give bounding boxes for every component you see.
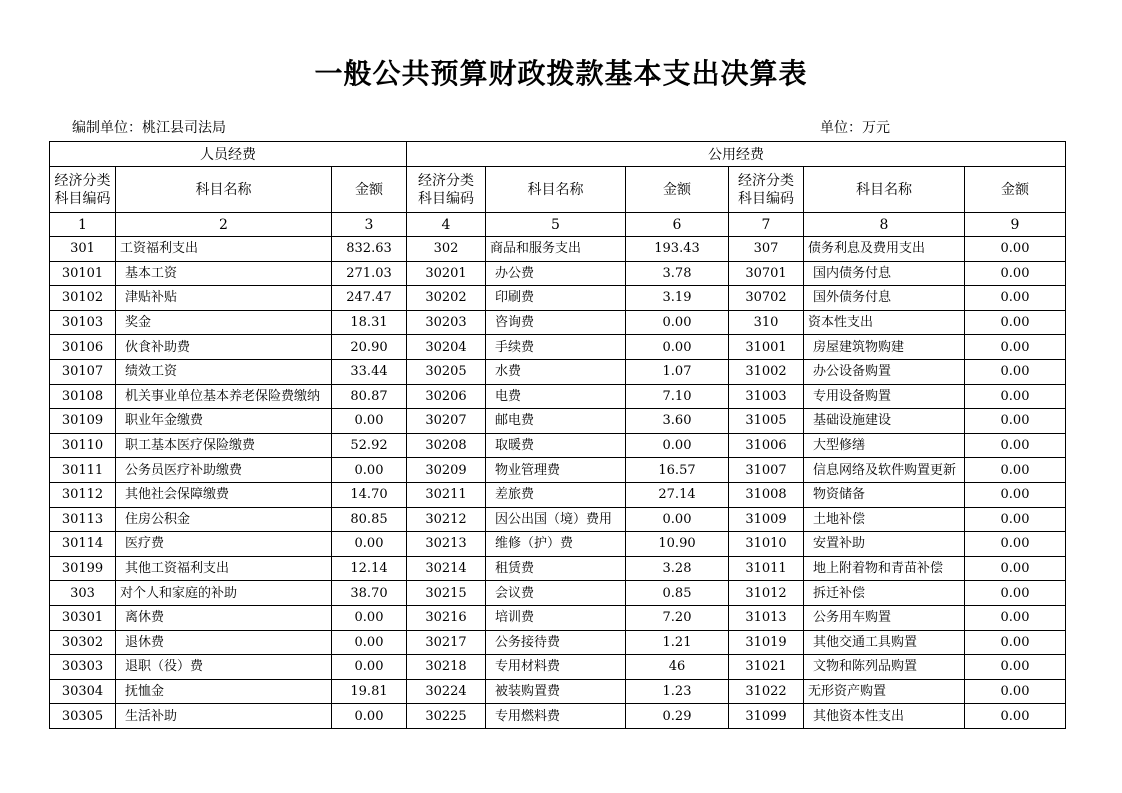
item-name: 专用燃料费 — [486, 704, 626, 729]
amount: 0.29 — [626, 704, 729, 729]
economic-code: 31003 — [729, 384, 804, 409]
table-row — [50, 310, 1066, 335]
economic-code: 30301 — [50, 605, 116, 630]
amount: 0.00 — [965, 581, 1066, 606]
economic-code: 30302 — [50, 630, 116, 655]
item-name: 国内债务付息 — [804, 261, 965, 286]
item-name: 绩效工资 — [116, 359, 332, 384]
amount: 52.92 — [332, 433, 407, 458]
item-name: 资本性支出 — [804, 310, 965, 335]
amount: 0.00 — [965, 630, 1066, 655]
table-row — [50, 335, 1066, 360]
economic-code: 30102 — [50, 286, 116, 311]
amount: 0.00 — [965, 237, 1066, 262]
economic-code: 310 — [729, 310, 804, 335]
amount: 0.00 — [332, 704, 407, 729]
economic-code: 30110 — [50, 433, 116, 458]
item-name: 国外债务付息 — [804, 286, 965, 311]
amount: 1.21 — [626, 630, 729, 655]
amount: 80.87 — [332, 384, 407, 409]
economic-code: 30208 — [407, 433, 486, 458]
column-number: 1 — [50, 213, 116, 237]
economic-code: 31022 — [729, 679, 804, 704]
item-name: 差旅费 — [486, 482, 626, 507]
item-name: 取暖费 — [486, 433, 626, 458]
economic-code: 30201 — [407, 261, 486, 286]
amount: 27.14 — [626, 482, 729, 507]
item-name: 房屋建筑物购建 — [804, 335, 965, 360]
item-name: 公务接待费 — [486, 630, 626, 655]
header-code: 经济分类 科目编码 — [729, 167, 804, 213]
economic-code: 30205 — [407, 359, 486, 384]
column-number: 2 — [116, 213, 332, 237]
amount: 3.78 — [626, 261, 729, 286]
economic-code: 30101 — [50, 261, 116, 286]
amount: 0.00 — [965, 507, 1066, 532]
item-name: 奖金 — [116, 310, 332, 335]
amount: 16.57 — [626, 458, 729, 483]
item-name: 电费 — [486, 384, 626, 409]
economic-code: 303 — [50, 581, 116, 606]
amount: 247.47 — [332, 286, 407, 311]
item-name: 物业管理费 — [486, 458, 626, 483]
table-row — [50, 704, 1066, 729]
economic-code: 30305 — [50, 704, 116, 729]
item-name: 办公费 — [486, 261, 626, 286]
amount: 0.00 — [965, 655, 1066, 680]
amount: 0.00 — [965, 335, 1066, 360]
item-name: 会议费 — [486, 581, 626, 606]
table-row — [50, 261, 1066, 286]
economic-code: 30111 — [50, 458, 116, 483]
item-name: 伙食补助费 — [116, 335, 332, 360]
column-number: 3 — [332, 213, 407, 237]
table-row — [50, 359, 1066, 384]
item-name: 津贴补贴 — [116, 286, 332, 311]
economic-code: 30211 — [407, 482, 486, 507]
economic-code: 30225 — [407, 704, 486, 729]
amount: 0.00 — [965, 310, 1066, 335]
table-row — [50, 679, 1066, 704]
table-row — [50, 384, 1066, 409]
economic-code: 30204 — [407, 335, 486, 360]
item-name: 其他交通工具购置 — [804, 630, 965, 655]
table-row — [50, 507, 1066, 532]
item-name: 安置补助 — [804, 532, 965, 557]
economic-code: 30216 — [407, 605, 486, 630]
table-row — [50, 605, 1066, 630]
item-name: 基础设施建设 — [804, 409, 965, 434]
currency-unit: 单位：万元 — [820, 120, 890, 136]
amount: 0.00 — [965, 458, 1066, 483]
column-number: 4 — [407, 213, 486, 237]
amount: 1.07 — [626, 359, 729, 384]
economic-code: 31008 — [729, 482, 804, 507]
economic-code: 30109 — [50, 409, 116, 434]
economic-code: 30203 — [407, 310, 486, 335]
item-name: 租赁费 — [486, 556, 626, 581]
item-name: 拆迁补偿 — [804, 581, 965, 606]
amount: 193.43 — [626, 237, 729, 262]
item-name: 土地补偿 — [804, 507, 965, 532]
item-name: 公务用车购置 — [804, 605, 965, 630]
item-name: 其他资本性支出 — [804, 704, 965, 729]
economic-code: 30106 — [50, 335, 116, 360]
table-row — [50, 532, 1066, 557]
amount: 0.00 — [965, 409, 1066, 434]
amount: 832.63 — [332, 237, 407, 262]
item-name: 邮电费 — [486, 409, 626, 434]
economic-code: 30218 — [407, 655, 486, 680]
page-title: 一般公共预算财政拨款基本支出决算表 — [314, 57, 808, 90]
expenditure-table — [49, 141, 1066, 729]
amount: 14.70 — [332, 482, 407, 507]
amount: 0.00 — [332, 655, 407, 680]
amount: 0.00 — [965, 286, 1066, 311]
column-number: 9 — [965, 213, 1066, 237]
economic-code: 30207 — [407, 409, 486, 434]
amount: 0.00 — [626, 310, 729, 335]
economic-code: 31012 — [729, 581, 804, 606]
economic-code: 30702 — [729, 286, 804, 311]
amount: 0.00 — [626, 433, 729, 458]
economic-code: 31021 — [729, 655, 804, 680]
amount: 0.00 — [965, 384, 1066, 409]
item-name: 物资储备 — [804, 482, 965, 507]
amount: 0.00 — [965, 704, 1066, 729]
economic-code: 30209 — [407, 458, 486, 483]
column-number: 8 — [804, 213, 965, 237]
header-amount: 金额 — [965, 167, 1066, 213]
amount: 0.00 — [626, 507, 729, 532]
item-name: 无形资产购置 — [804, 679, 965, 704]
economic-code: 30103 — [50, 310, 116, 335]
economic-code: 30215 — [407, 581, 486, 606]
item-name: 生活补助 — [116, 704, 332, 729]
amount: 0.85 — [626, 581, 729, 606]
item-name: 专用设备购置 — [804, 384, 965, 409]
economic-code: 31007 — [729, 458, 804, 483]
item-name: 机关事业单位基本养老保险费缴纳 — [116, 384, 332, 409]
amount: 18.31 — [332, 310, 407, 335]
item-name: 其他工资福利支出 — [116, 556, 332, 581]
amount: 10.90 — [626, 532, 729, 557]
amount: 7.20 — [626, 605, 729, 630]
item-name: 专用材料费 — [486, 655, 626, 680]
amount: 0.00 — [965, 433, 1066, 458]
economic-code: 30112 — [50, 482, 116, 507]
item-name: 住房公积金 — [116, 507, 332, 532]
column-number: 6 — [626, 213, 729, 237]
header-name: 科目名称 — [804, 167, 965, 213]
economic-code: 30304 — [50, 679, 116, 704]
item-name: 信息网络及软件购置更新 — [804, 458, 965, 483]
economic-code: 31002 — [729, 359, 804, 384]
amount: 7.10 — [626, 384, 729, 409]
economic-code: 31005 — [729, 409, 804, 434]
economic-code: 30199 — [50, 556, 116, 581]
item-name: 职业年金缴费 — [116, 409, 332, 434]
header-amount: 金额 — [332, 167, 407, 213]
item-name: 债务利息及费用支出 — [804, 237, 965, 262]
amount: 0.00 — [965, 482, 1066, 507]
item-name: 水费 — [486, 359, 626, 384]
item-name: 文物和陈列品购置 — [804, 655, 965, 680]
table-row — [50, 482, 1066, 507]
amount: 33.44 — [332, 359, 407, 384]
header-code: 经济分类 科目编码 — [50, 167, 116, 213]
economic-code: 30107 — [50, 359, 116, 384]
amount: 1.23 — [626, 679, 729, 704]
item-name: 其他社会保障缴费 — [116, 482, 332, 507]
header-code: 经济分类 科目编码 — [407, 167, 486, 213]
amount: 0.00 — [965, 605, 1066, 630]
item-name: 大型修缮 — [804, 433, 965, 458]
header-name: 科目名称 — [116, 167, 332, 213]
item-name: 咨询费 — [486, 310, 626, 335]
table-row — [50, 556, 1066, 581]
table-row — [50, 630, 1066, 655]
table-row — [50, 433, 1066, 458]
table-row — [50, 458, 1066, 483]
item-name: 维修（护）费 — [486, 532, 626, 557]
amount: 0.00 — [332, 630, 407, 655]
amount: 19.81 — [332, 679, 407, 704]
item-name: 工资福利支出 — [116, 237, 332, 262]
amount: 38.70 — [332, 581, 407, 606]
economic-code: 30202 — [407, 286, 486, 311]
amount: 3.60 — [626, 409, 729, 434]
economic-code: 30701 — [729, 261, 804, 286]
item-name: 商品和服务支出 — [486, 237, 626, 262]
economic-code: 30303 — [50, 655, 116, 680]
economic-code: 31013 — [729, 605, 804, 630]
item-name: 因公出国（境）费用 — [486, 507, 626, 532]
item-name: 手续费 — [486, 335, 626, 360]
amount: 0.00 — [965, 532, 1066, 557]
economic-code: 30113 — [50, 507, 116, 532]
table-row — [50, 286, 1066, 311]
economic-code: 31010 — [729, 532, 804, 557]
economic-code: 307 — [729, 237, 804, 262]
amount: 271.03 — [332, 261, 407, 286]
economic-code: 31011 — [729, 556, 804, 581]
group-header-public: 公用经费 — [407, 142, 1066, 167]
item-name: 离休费 — [116, 605, 332, 630]
economic-code: 30212 — [407, 507, 486, 532]
amount: 0.00 — [332, 532, 407, 557]
table-row — [50, 409, 1066, 434]
item-name: 对个人和家庭的补助 — [116, 581, 332, 606]
item-name: 印刷费 — [486, 286, 626, 311]
amount: 0.00 — [332, 409, 407, 434]
economic-code: 30224 — [407, 679, 486, 704]
economic-code: 31001 — [729, 335, 804, 360]
economic-code: 30206 — [407, 384, 486, 409]
amount: 3.19 — [626, 286, 729, 311]
amount: 0.00 — [965, 261, 1066, 286]
item-name: 退休费 — [116, 630, 332, 655]
amount: 0.00 — [626, 335, 729, 360]
item-name: 基本工资 — [116, 261, 332, 286]
economic-code: 31006 — [729, 433, 804, 458]
table-row — [50, 581, 1066, 606]
item-name: 公务员医疗补助缴费 — [116, 458, 332, 483]
economic-code: 30217 — [407, 630, 486, 655]
amount: 0.00 — [965, 679, 1066, 704]
item-name: 被装购置费 — [486, 679, 626, 704]
reporting-unit: 编制单位：桃江县司法局 — [72, 120, 226, 136]
economic-code: 30114 — [50, 532, 116, 557]
table-row — [50, 655, 1066, 680]
economic-code: 31009 — [729, 507, 804, 532]
item-name: 地上附着物和青苗补偿 — [804, 556, 965, 581]
amount: 12.14 — [332, 556, 407, 581]
economic-code: 30214 — [407, 556, 486, 581]
item-name: 办公设备购置 — [804, 359, 965, 384]
amount: 46 — [626, 655, 729, 680]
amount: 0.00 — [332, 458, 407, 483]
economic-code: 301 — [50, 237, 116, 262]
amount: 0.00 — [332, 605, 407, 630]
item-name: 职工基本医疗保险缴费 — [116, 433, 332, 458]
amount: 80.85 — [332, 507, 407, 532]
amount: 0.00 — [965, 359, 1066, 384]
item-name: 抚恤金 — [116, 679, 332, 704]
column-number: 5 — [486, 213, 626, 237]
item-name: 退职（役）费 — [116, 655, 332, 680]
table-row — [50, 237, 1066, 262]
header-name: 科目名称 — [486, 167, 626, 213]
economic-code: 302 — [407, 237, 486, 262]
economic-code: 30108 — [50, 384, 116, 409]
amount: 3.28 — [626, 556, 729, 581]
economic-code: 30213 — [407, 532, 486, 557]
economic-code: 31019 — [729, 630, 804, 655]
amount: 20.90 — [332, 335, 407, 360]
column-number: 7 — [729, 213, 804, 237]
header-amount: 金额 — [626, 167, 729, 213]
item-name: 培训费 — [486, 605, 626, 630]
amount: 0.00 — [965, 556, 1066, 581]
economic-code: 31099 — [729, 704, 804, 729]
item-name: 医疗费 — [116, 532, 332, 557]
group-header-personnel: 人员经费 — [50, 142, 407, 167]
